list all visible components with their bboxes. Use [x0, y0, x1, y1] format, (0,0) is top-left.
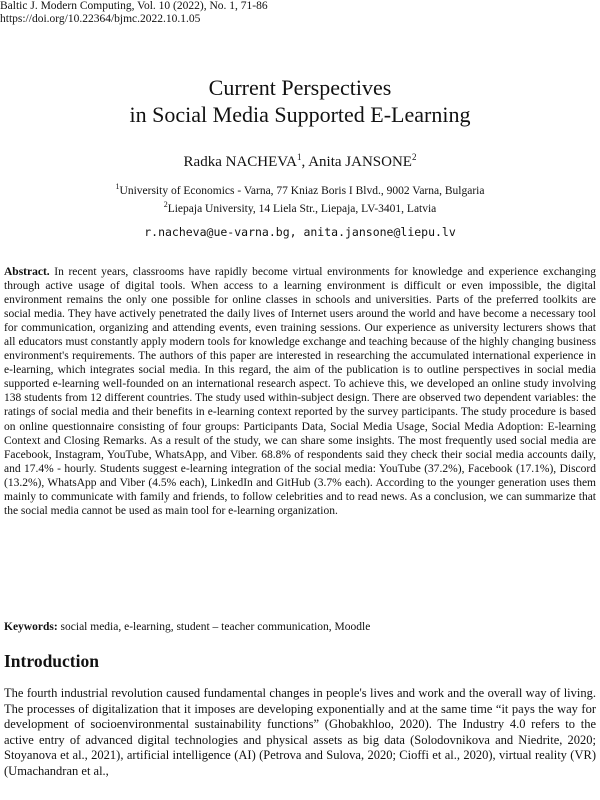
author-affiliation-marker: 2 — [411, 152, 417, 162]
journal-header — [0, 0, 600, 26]
abstract-text: In recent years, classrooms have rapidly become virtual environments for knowledge and experience exchanging through active usage of digital tools. When access to a learning environment is difficult or even impossible, the digital environment remains the only one possible for online classes in schools and universities. Parts of the preferred toolkits are social media. They have actively penetrated the daily lives of Internet users around the world and have become a necessary tool for communication, organizing and attending events, even training sessions. Our experience as university lecturers shows that all educators must constantly apply modern tools for knowledge exchange and teaching because of the highly changing business environment's requirements. The authors of this paper are interested in researching the accumulated international experience in e-learning, which integrates social media. In this regard, the aim of the publication is to outline perspectives in social media supported e-learning well-founded on an international research aspect. To achieve this, we developed an online study involving 138 students from 12 different countries. The study used within-subject design. There are observed two dependent variables: the ratings of social media and their benefits in e-learning context reported by the survey participants. The study procedure is based on online questionnaire consisting of four groups: Participants Data, Social Media Usage, Social Media Adoption: E-learning Context and Closing Remarks. As a result of the study, we can share some insights. The most frequently used social media are Facebook, Instagram, YouTube, WhatsApp, and Viber. 68.8% of respondents said they check their social media accounts daily, and 17.4% - hourly. Students suggest e-learning integration of the social media: YouTube (37.2%), Facebook (17.1%), Discord (13.2%), WhatsApp and Viber (4.5% each), LinkedIn and GitHub (3.7% each). According to the younger generation uses them mainly to communicate with family and friends, to follow celebrities and to read news. As a conclusion, we can summarize that the social media cannot be used as main tool for e-learning organization. — [4, 266, 596, 517]
affiliation — [0, 180, 600, 198]
paper-title — [0, 74, 600, 128]
affiliation-marker: 1 — [115, 182, 120, 191]
abstract — [4, 265, 596, 518]
affiliation-text: Liepaja University, 14 Liela Str., Liepaja, LV-3401, Latvia — [167, 202, 437, 215]
paper-title-line-2: in Social Media Supported E-Learning — [129, 102, 471, 127]
affiliation-text: University of Economics - Varna, 77 Kniaz Boris I Blvd., 9002 Varna, Bulgaria — [119, 184, 485, 197]
author-emails[interactable]: r.nacheva@ue-varna.bg, anita.jansone@liepu.lv — [144, 225, 456, 239]
journal-citation: Baltic J. Modern Computing, Vol. 10 (2022), No. 1, 71-86 — [0, 0, 268, 12]
affiliation-list — [0, 180, 600, 216]
abstract-label: Abstract. — [4, 266, 50, 278]
section-paragraph: The fourth industrial revolution caused fundamental changes in people's lives and work and the overall way of living. The processes of digitalization that it imposes are developing exponentially and at the same time “it pays the way for development of socioenvironmental sustainability functions” (Ghobakhloo, 2020). The Industry 4.0 refers to the active entry of advanced digital technologies and physical assets as big data (Solodovnikova and Niedrite, 2020; Stoyanova et al., 2021), artificial intelligence (AI) (Petrova and Sulova, 2020; Cioffi et al., 2020), virtual reality (VR) (Umachandran et al., — [4, 686, 596, 778]
author-name: Radka NACHEVA — [183, 154, 298, 170]
keywords-label: Keywords: — [4, 621, 58, 633]
author-list — [0, 152, 600, 171]
affiliation — [0, 198, 600, 216]
author-separator: , — [301, 154, 309, 170]
keywords-text: social media, e-learning, student – teacher communication, Moodle — [57, 621, 371, 633]
journal-doi-link[interactable]: https://doi.org/10.22364/bjmc.2022.10.1.05 — [0, 13, 201, 25]
author-name: Anita JANSONE — [308, 154, 412, 170]
section-heading: Introduction — [4, 651, 99, 671]
affiliation-marker: 2 — [163, 199, 168, 209]
author-affiliation-marker: 1 — [297, 152, 302, 162]
paper-title-line-1: Current Perspectives — [208, 75, 392, 100]
keywords — [4, 621, 596, 633]
